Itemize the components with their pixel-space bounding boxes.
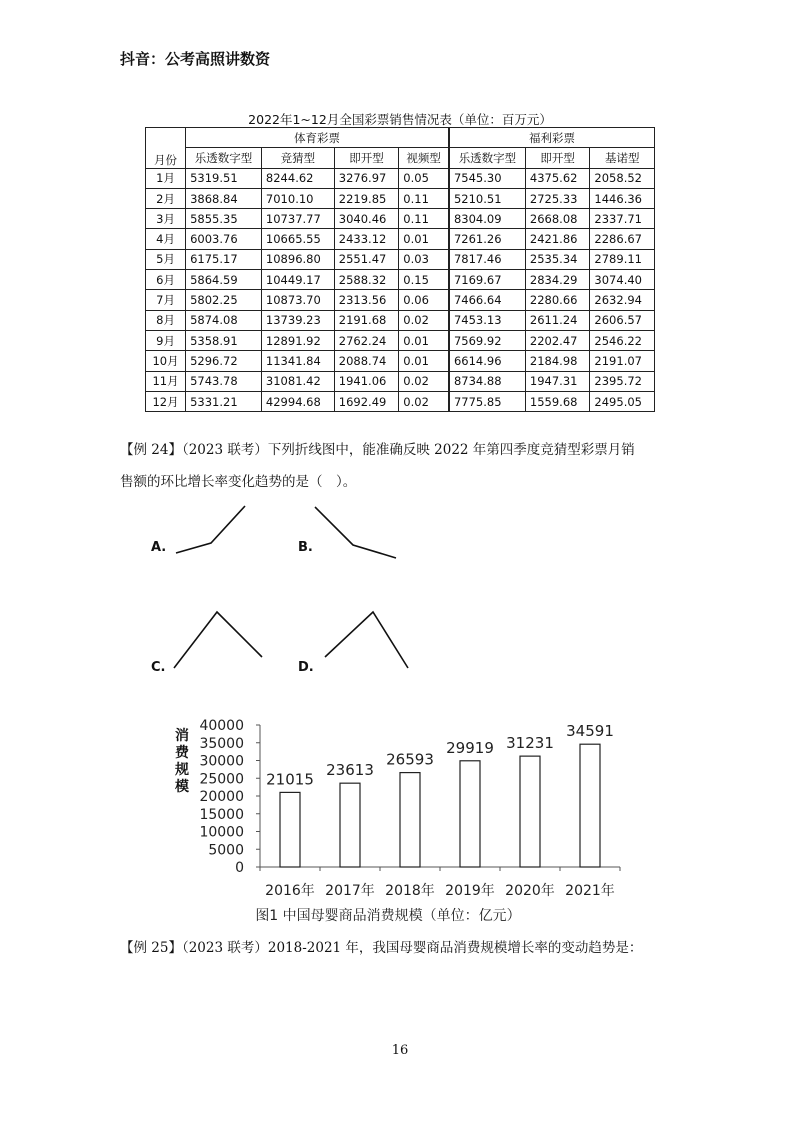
value-cell: 0.01 bbox=[399, 229, 449, 249]
value-cell: 10737.77 bbox=[261, 209, 334, 229]
value-cell: 11341.84 bbox=[261, 351, 334, 371]
table-title: 2022年1~12月全国彩票销售情况表（单位：百万元） bbox=[248, 112, 552, 127]
value-cell: 7569.92 bbox=[449, 330, 525, 350]
welfare-group-header: 福利彩票 bbox=[449, 128, 655, 148]
value-cell: 2834.29 bbox=[525, 270, 590, 290]
value-cell: 2611.24 bbox=[525, 310, 590, 330]
question-24-line2: 售额的环比增长率变化趋势的是（ ）。 bbox=[120, 474, 357, 490]
x-tick-label: 2020年 bbox=[505, 883, 555, 899]
y-tick-label: 35000 bbox=[199, 735, 244, 752]
value-cell: 5743.78 bbox=[186, 371, 262, 391]
table-row bbox=[146, 310, 655, 330]
value-cell: 2395.72 bbox=[590, 371, 655, 391]
value-cell: 2725.33 bbox=[525, 188, 590, 208]
table-row bbox=[146, 270, 655, 290]
value-cell: 2421.86 bbox=[525, 229, 590, 249]
value-cell: 2789.11 bbox=[590, 249, 655, 269]
value-cell: 2495.05 bbox=[590, 391, 655, 411]
option-d-line bbox=[323, 610, 411, 670]
value-cell: 2202.47 bbox=[525, 330, 590, 350]
month-cell: 11月 bbox=[146, 371, 186, 391]
value-cell: 2088.74 bbox=[334, 351, 399, 371]
x-tick-label: 2019年 bbox=[445, 883, 495, 899]
page-header: 抖音：公考高照讲数资 bbox=[120, 50, 271, 68]
value-cell: 5319.51 bbox=[186, 168, 262, 188]
value-cell: 5802.25 bbox=[186, 290, 262, 310]
y-axis-label-char: 规 bbox=[175, 762, 189, 778]
y-axis-label-char: 消 bbox=[175, 728, 189, 744]
value-cell: 0.06 bbox=[399, 290, 449, 310]
value-cell: 2668.08 bbox=[525, 209, 590, 229]
value-cell: 5358.91 bbox=[186, 330, 262, 350]
x-tick-label: 2021年 bbox=[565, 883, 615, 899]
value-cell: 7545.30 bbox=[449, 168, 525, 188]
bar bbox=[340, 783, 360, 867]
value-cell: 2219.85 bbox=[334, 188, 399, 208]
value-cell: 2535.34 bbox=[525, 249, 590, 269]
value-cell: 2546.22 bbox=[590, 330, 655, 350]
bar-data-label: 34591 bbox=[566, 722, 614, 741]
y-tick-label: 0 bbox=[235, 860, 244, 876]
value-cell: 0.01 bbox=[399, 330, 449, 350]
value-cell: 7010.10 bbox=[261, 188, 334, 208]
value-cell: 6003.76 bbox=[186, 229, 262, 249]
table-row bbox=[146, 330, 655, 350]
value-cell: 2433.12 bbox=[334, 229, 399, 249]
table-row bbox=[146, 371, 655, 391]
bar-data-label: 23613 bbox=[326, 761, 374, 780]
bar-data-label: 21015 bbox=[266, 770, 314, 789]
month-cell: 4月 bbox=[146, 229, 186, 249]
table-row bbox=[146, 209, 655, 229]
column-header: 竞猜型 bbox=[261, 148, 334, 168]
bar bbox=[280, 792, 300, 867]
bar-data-label: 26593 bbox=[386, 750, 434, 769]
value-cell: 2191.68 bbox=[334, 310, 399, 330]
x-tick-label: 2018年 bbox=[385, 883, 435, 899]
value-cell: 2058.52 bbox=[590, 168, 655, 188]
value-cell: 7169.67 bbox=[449, 270, 525, 290]
value-cell: 5331.21 bbox=[186, 391, 262, 411]
month-cell: 5月 bbox=[146, 249, 186, 269]
sports-group-header: 体育彩票 bbox=[186, 128, 449, 148]
column-header: 乐透数字型 bbox=[449, 148, 525, 168]
y-axis-label-char: 模 bbox=[175, 779, 189, 795]
chart-caption: 图1 中国母婴商品消费规模（单位：亿元） bbox=[255, 908, 521, 924]
consumption-bar-chart bbox=[160, 710, 640, 930]
value-cell: 10665.55 bbox=[261, 229, 334, 249]
value-cell: 0.11 bbox=[399, 209, 449, 229]
value-cell: 5210.51 bbox=[449, 188, 525, 208]
value-cell: 7775.85 bbox=[449, 391, 525, 411]
month-cell: 10月 bbox=[146, 351, 186, 371]
table-row bbox=[146, 188, 655, 208]
value-cell: 7453.13 bbox=[449, 310, 525, 330]
value-cell: 42994.68 bbox=[261, 391, 334, 411]
month-cell: 2月 bbox=[146, 188, 186, 208]
value-cell: 2606.57 bbox=[590, 310, 655, 330]
value-cell: 0.02 bbox=[399, 371, 449, 391]
value-cell: 1559.68 bbox=[525, 391, 590, 411]
table-row bbox=[146, 229, 655, 249]
value-cell: 6614.96 bbox=[449, 351, 525, 371]
option-d-label: D. bbox=[298, 660, 314, 675]
y-tick-label: 30000 bbox=[199, 753, 244, 770]
bar bbox=[400, 773, 420, 867]
option-a-line bbox=[175, 505, 255, 560]
column-header: 乐透数字型 bbox=[186, 148, 262, 168]
value-cell: 7466.64 bbox=[449, 290, 525, 310]
value-cell: 2286.67 bbox=[590, 229, 655, 249]
bar bbox=[520, 756, 540, 867]
lottery-sales-table bbox=[145, 127, 655, 412]
option-b-line bbox=[314, 505, 399, 560]
bar bbox=[580, 744, 600, 867]
month-cell: 8月 bbox=[146, 310, 186, 330]
question-24-line1: 【例 24】（2023 联考）下列折线图中，能准确反映 2022 年第四季度竞猜型彩票月销 bbox=[120, 442, 635, 458]
bar-data-label: 29919 bbox=[446, 738, 494, 757]
value-cell: 1692.49 bbox=[334, 391, 399, 411]
option-c-label: C. bbox=[151, 660, 166, 675]
value-cell: 1947.31 bbox=[525, 371, 590, 391]
value-cell: 2191.07 bbox=[590, 351, 655, 371]
value-cell: 3868.84 bbox=[186, 188, 262, 208]
option-c-line bbox=[173, 610, 265, 670]
y-tick-label: 10000 bbox=[199, 824, 244, 841]
value-cell: 12891.92 bbox=[261, 330, 334, 350]
column-header: 视频型 bbox=[399, 148, 449, 168]
value-cell: 1446.36 bbox=[590, 188, 655, 208]
y-axis-label-char: 费 bbox=[175, 745, 189, 761]
value-cell: 2184.98 bbox=[525, 351, 590, 371]
value-cell: 0.05 bbox=[399, 168, 449, 188]
value-cell: 10873.70 bbox=[261, 290, 334, 310]
month-cell: 12月 bbox=[146, 391, 186, 411]
value-cell: 2762.24 bbox=[334, 330, 399, 350]
month-cell: 3月 bbox=[146, 209, 186, 229]
value-cell: 1941.06 bbox=[334, 371, 399, 391]
value-cell: 2337.71 bbox=[590, 209, 655, 229]
value-cell: 0.02 bbox=[399, 391, 449, 411]
value-cell: 13739.23 bbox=[261, 310, 334, 330]
table-row bbox=[146, 249, 655, 269]
value-cell: 5874.08 bbox=[186, 310, 262, 330]
y-tick-label: 5000 bbox=[208, 842, 244, 859]
value-cell: 5864.59 bbox=[186, 270, 262, 290]
bar bbox=[460, 761, 480, 867]
value-cell: 0.15 bbox=[399, 270, 449, 290]
value-cell: 10896.80 bbox=[261, 249, 334, 269]
x-tick-label: 2017年 bbox=[325, 883, 375, 899]
value-cell: 8304.09 bbox=[449, 209, 525, 229]
value-cell: 5855.35 bbox=[186, 209, 262, 229]
value-cell: 2313.56 bbox=[334, 290, 399, 310]
value-cell: 0.03 bbox=[399, 249, 449, 269]
value-cell: 5296.72 bbox=[186, 351, 262, 371]
column-header: 即开型 bbox=[334, 148, 399, 168]
value-cell: 2551.47 bbox=[334, 249, 399, 269]
table-row bbox=[146, 168, 655, 188]
y-tick-label: 15000 bbox=[199, 806, 244, 823]
value-cell: 3040.46 bbox=[334, 209, 399, 229]
value-cell: 2280.66 bbox=[525, 290, 590, 310]
option-b-label: B. bbox=[298, 540, 313, 555]
month-cell: 9月 bbox=[146, 330, 186, 350]
value-cell: 6175.17 bbox=[186, 249, 262, 269]
month-cell: 6月 bbox=[146, 270, 186, 290]
value-cell: 7261.26 bbox=[449, 229, 525, 249]
value-cell: 4375.62 bbox=[525, 168, 590, 188]
value-cell: 2588.32 bbox=[334, 270, 399, 290]
value-cell: 8244.62 bbox=[261, 168, 334, 188]
value-cell: 8734.88 bbox=[449, 371, 525, 391]
table-row bbox=[146, 391, 655, 411]
value-cell: 31081.42 bbox=[261, 371, 334, 391]
value-cell: 7817.46 bbox=[449, 249, 525, 269]
table-row bbox=[146, 351, 655, 371]
month-header: 月份 bbox=[146, 128, 186, 169]
option-a-label: A. bbox=[151, 540, 167, 555]
question-25: 【例 25】（2023 联考）2018-2021 年，我国母婴商品消费规模增长率的变动趋势是： bbox=[120, 940, 643, 956]
month-cell: 1月 bbox=[146, 168, 186, 188]
value-cell: 0.11 bbox=[399, 188, 449, 208]
value-cell: 10449.17 bbox=[261, 270, 334, 290]
x-tick-label: 2016年 bbox=[265, 883, 315, 899]
month-cell: 7月 bbox=[146, 290, 186, 310]
column-header: 基诺型 bbox=[590, 148, 655, 168]
value-cell: 0.02 bbox=[399, 310, 449, 330]
y-tick-label: 25000 bbox=[199, 771, 244, 788]
page-number: 16 bbox=[391, 1043, 409, 1058]
value-cell: 3276.97 bbox=[334, 168, 399, 188]
value-cell: 0.01 bbox=[399, 351, 449, 371]
column-header: 即开型 bbox=[525, 148, 590, 168]
value-cell: 2632.94 bbox=[590, 290, 655, 310]
table-row bbox=[146, 290, 655, 310]
y-tick-label: 20000 bbox=[199, 789, 244, 805]
value-cell: 3074.40 bbox=[590, 270, 655, 290]
bar-data-label: 31231 bbox=[506, 734, 554, 753]
y-tick-label: 40000 bbox=[199, 718, 244, 734]
